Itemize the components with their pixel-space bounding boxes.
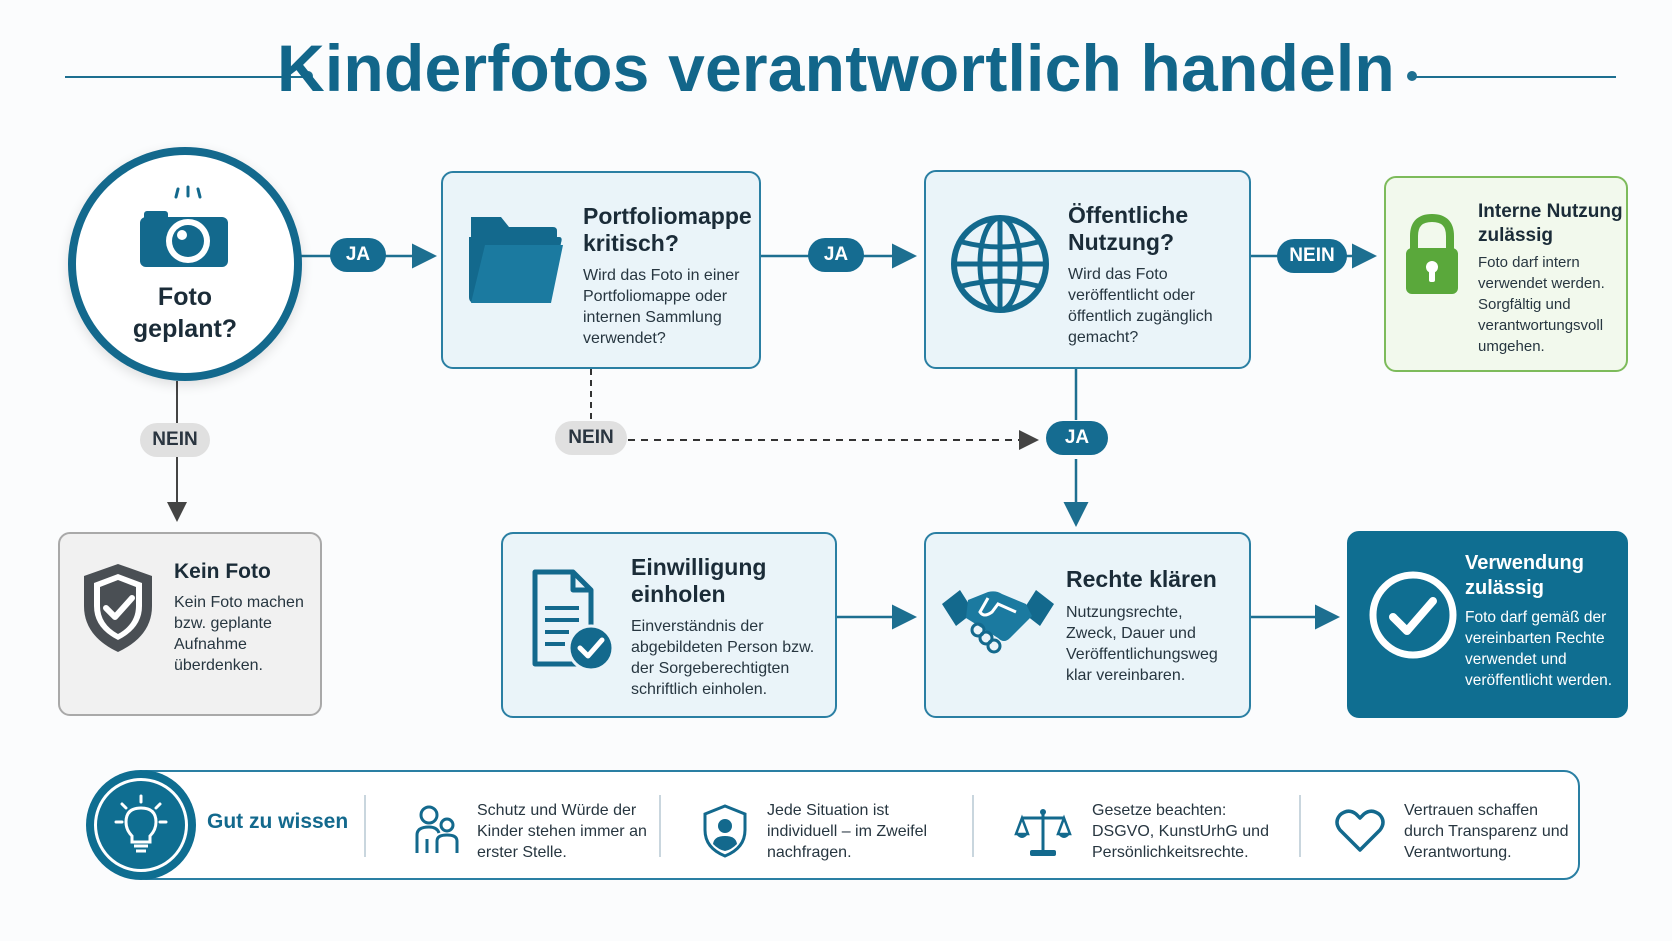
heart-icon — [1334, 808, 1386, 854]
lightbulb-icon — [114, 794, 168, 856]
node-einwilligung-text: Einverständnis der abgebildeten Person bzw. der Sorgeberechtigten schriftlich einholen. — [631, 618, 815, 698]
node-rechte — [924, 532, 1251, 718]
check-circle-icon — [1367, 569, 1459, 661]
folder-icon — [465, 211, 565, 307]
node-verwendung-title: Verwendung zulässig — [1465, 552, 1584, 599]
scales-icon — [1014, 806, 1072, 858]
edge-label-nein-start: NEIN — [140, 423, 210, 457]
node-einwilligung — [501, 532, 837, 718]
node-kein-foto — [58, 532, 322, 716]
node-kein-foto-text: Kein Foto machen bzw. geplante Aufnahme überdenken. — [174, 594, 304, 674]
node-intern — [1384, 176, 1628, 372]
start-label-line1: Foto — [157, 283, 213, 311]
edge-label-nein-oeffentlich: NEIN — [1277, 239, 1347, 273]
footer-bulb-badge — [86, 770, 196, 880]
footer-item-4-text: Vertrauen schaffen durch Transparenz und Verantwortung. — [1404, 802, 1569, 861]
camera-icon — [136, 185, 232, 269]
edge-label-ja-2: JA — [808, 238, 864, 272]
start-node — [68, 147, 302, 381]
document-check-icon — [529, 568, 615, 672]
node-oeffentlich — [924, 170, 1251, 369]
lock-icon — [1404, 212, 1460, 296]
node-kein-foto-title: Kein Foto — [174, 560, 271, 583]
node-verwendung-text: Foto darf gemäß der vereinbarten Rechte verwendet und veröffentlicht werden. — [1465, 609, 1613, 689]
shield-check-icon — [78, 560, 158, 656]
start-label-line2: geplant? — [132, 315, 238, 343]
footer-item-1-text: Schutz und Würde der Kinder stehen immer an erster Stelle. — [477, 802, 647, 861]
shield-person-icon — [702, 804, 748, 858]
footer-separator-4 — [1299, 795, 1301, 857]
footer-item-2-text: Jede Situation ist individuell – im Zweifel nachfragen. — [767, 802, 928, 861]
node-intern-title: Interne Nutzung zulässig — [1478, 201, 1623, 246]
node-rechte-title: Rechte klären — [1066, 566, 1217, 592]
globe-icon — [948, 212, 1052, 316]
footer-heading: Gut zu wissen — [207, 810, 349, 833]
footer-item-3-text: Gesetze beachten: DSGVO, KunstUrhG und Persönlichkeitsrechte. — [1092, 802, 1269, 861]
footer-separator-2 — [659, 795, 661, 857]
node-oeffentlich-text: Wird das Foto veröffentlicht oder öffentlich zugänglich gemacht? — [1068, 266, 1213, 346]
start-label — [76, 281, 294, 345]
node-einwilligung-title: Einwilligung einholen — [631, 554, 767, 607]
node-intern-text: Foto darf intern verwendet werden. Sorgfältig und verantwortungsvoll umgehen. — [1478, 254, 1605, 355]
edge-label-nein-portfolio: NEIN — [555, 421, 627, 455]
node-portfolio-title: Portfoliomappe kritisch? — [583, 203, 752, 256]
footer-separator-3 — [972, 795, 974, 857]
edge-label-ja-1: JA — [330, 238, 386, 272]
page-title: Kinderfotos verantwortlich handeln — [277, 31, 1395, 105]
node-oeffentlich-title: Öffentliche Nutzung? — [1068, 202, 1189, 255]
people-icon — [415, 805, 461, 855]
footer-separator-1 — [364, 795, 366, 857]
handshake-icon — [940, 578, 1056, 658]
node-portfolio-text: Wird das Foto in einer Portfoliomappe oder internen Sammlung verwendet? — [583, 267, 740, 347]
edge-label-ja-down: JA — [1046, 421, 1108, 455]
node-rechte-text: Nutzungsrechte, Zweck, Dauer und Veröffentlichungsweg klar vereinbaren. — [1066, 604, 1218, 684]
node-portfolio — [441, 171, 761, 369]
node-verwendung — [1347, 531, 1628, 718]
